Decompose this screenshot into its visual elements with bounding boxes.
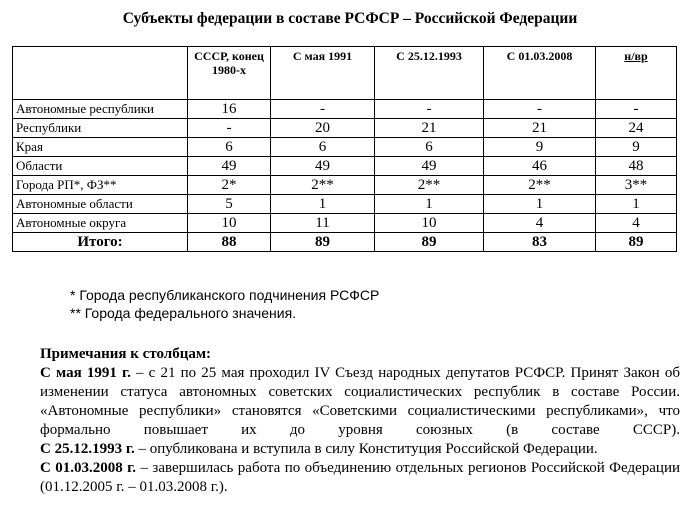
column-header: н/вр bbox=[596, 47, 677, 100]
note-1993 bbox=[40, 440, 680, 459]
column-header: С 25.12.1993 bbox=[375, 47, 484, 100]
table-cell: 3** bbox=[596, 176, 677, 195]
table-cell: 1 bbox=[375, 195, 484, 214]
note-text: – опубликована и вступила в силу Конституция Российской Федерации. bbox=[134, 441, 598, 457]
footnotes bbox=[70, 286, 379, 322]
table-row bbox=[13, 100, 677, 119]
footnote-cities-federal: ** Города федерального значения. bbox=[70, 305, 297, 321]
table-cell: - bbox=[271, 100, 375, 119]
total-label: Итого: bbox=[13, 233, 188, 252]
total-cell: 89 bbox=[596, 233, 677, 252]
row-label: Республики bbox=[13, 119, 188, 138]
table-cell: 4 bbox=[484, 214, 596, 233]
total-cell: 83 bbox=[484, 233, 596, 252]
table-cell: 48 bbox=[596, 157, 677, 176]
table-cell: 2* bbox=[188, 176, 271, 195]
note-date: С мая 1991 г. bbox=[40, 365, 131, 381]
column-header: С мая 1991 bbox=[271, 47, 375, 100]
header-corner-cell bbox=[13, 47, 188, 100]
column-notes bbox=[40, 345, 680, 497]
table-cell: 1 bbox=[596, 195, 677, 214]
note-date: С 01.03.2008 г. bbox=[40, 460, 137, 476]
note-text: – с 21 по 25 мая проходил IV Съезд народных депутатов РСФСР. Принят Закон об изменении статуса автономных советских социалистических республик в составе России. «Автономные республики» становятся «Советскими социалистическими республиками», что формально повышает их до уровня союзных (в составе СССР). bbox=[40, 365, 680, 438]
total-row bbox=[13, 233, 677, 252]
table-cell: 9 bbox=[484, 138, 596, 157]
table-cell: - bbox=[375, 100, 484, 119]
note-date: С 25.12.1993 г. bbox=[40, 441, 135, 457]
table-cell: 9 bbox=[596, 138, 677, 157]
page-title: Субъекты федерации в составе РСФСР – Российской Федерации bbox=[122, 10, 578, 27]
table-header-row bbox=[13, 47, 677, 100]
table-cell: 2** bbox=[271, 176, 375, 195]
table-cell: 2** bbox=[484, 176, 596, 195]
table-cell: 11 bbox=[271, 214, 375, 233]
table-body bbox=[13, 100, 677, 252]
table-header bbox=[13, 47, 677, 100]
table-cell: 49 bbox=[188, 157, 271, 176]
notes-heading: Примечания к столбцам: bbox=[40, 346, 212, 362]
table-cell: - bbox=[484, 100, 596, 119]
table-cell: 4 bbox=[596, 214, 677, 233]
table-cell: 6 bbox=[188, 138, 271, 157]
table-cell: 2** bbox=[375, 176, 484, 195]
total-cell: 88 bbox=[188, 233, 271, 252]
table-cell: 1 bbox=[484, 195, 596, 214]
row-label: Автономные области bbox=[13, 195, 188, 214]
note-2008 bbox=[40, 459, 680, 497]
footnote-cities-republican: * Города республиканского подчинения РСФСР bbox=[70, 287, 380, 303]
table-cell: 24 bbox=[596, 119, 677, 138]
row-label: Города РП*, ФЗ** bbox=[13, 176, 188, 195]
table-row bbox=[13, 195, 677, 214]
note-may-1991 bbox=[40, 364, 680, 440]
table-row bbox=[13, 176, 677, 195]
row-label: Края bbox=[13, 138, 188, 157]
table-row bbox=[13, 214, 677, 233]
table-cell: 46 bbox=[484, 157, 596, 176]
row-label: Автономные республики bbox=[13, 100, 188, 119]
note-text: – завершилась работа по объединению отдельных регионов Российской Федерации (01.12.2005 г. – 01.03.2008 г.). bbox=[40, 460, 681, 495]
table-cell: 20 bbox=[271, 119, 375, 138]
table-cell: 6 bbox=[271, 138, 375, 157]
table-cell: 49 bbox=[375, 157, 484, 176]
table-cell: 5 bbox=[188, 195, 271, 214]
table-row bbox=[13, 157, 677, 176]
table-cell: - bbox=[596, 100, 677, 119]
total-cell: 89 bbox=[375, 233, 484, 252]
row-label: Области bbox=[13, 157, 188, 176]
table-cell: - bbox=[188, 119, 271, 138]
table-cell: 1 bbox=[271, 195, 375, 214]
table-cell: 21 bbox=[484, 119, 596, 138]
column-header: СССР, конец 1980-х bbox=[188, 47, 271, 100]
table-cell: 49 bbox=[271, 157, 375, 176]
table-row bbox=[13, 119, 677, 138]
table-cell: 10 bbox=[188, 214, 271, 233]
table-cell: 21 bbox=[375, 119, 484, 138]
table-cell: 6 bbox=[375, 138, 484, 157]
total-cell: 89 bbox=[271, 233, 375, 252]
table-row bbox=[13, 138, 677, 157]
table-cell: 10 bbox=[375, 214, 484, 233]
subjects-table bbox=[12, 46, 677, 252]
table-cell: 16 bbox=[188, 100, 271, 119]
column-header: С 01.03.2008 bbox=[484, 47, 596, 100]
row-label: Автономные округа bbox=[13, 214, 188, 233]
